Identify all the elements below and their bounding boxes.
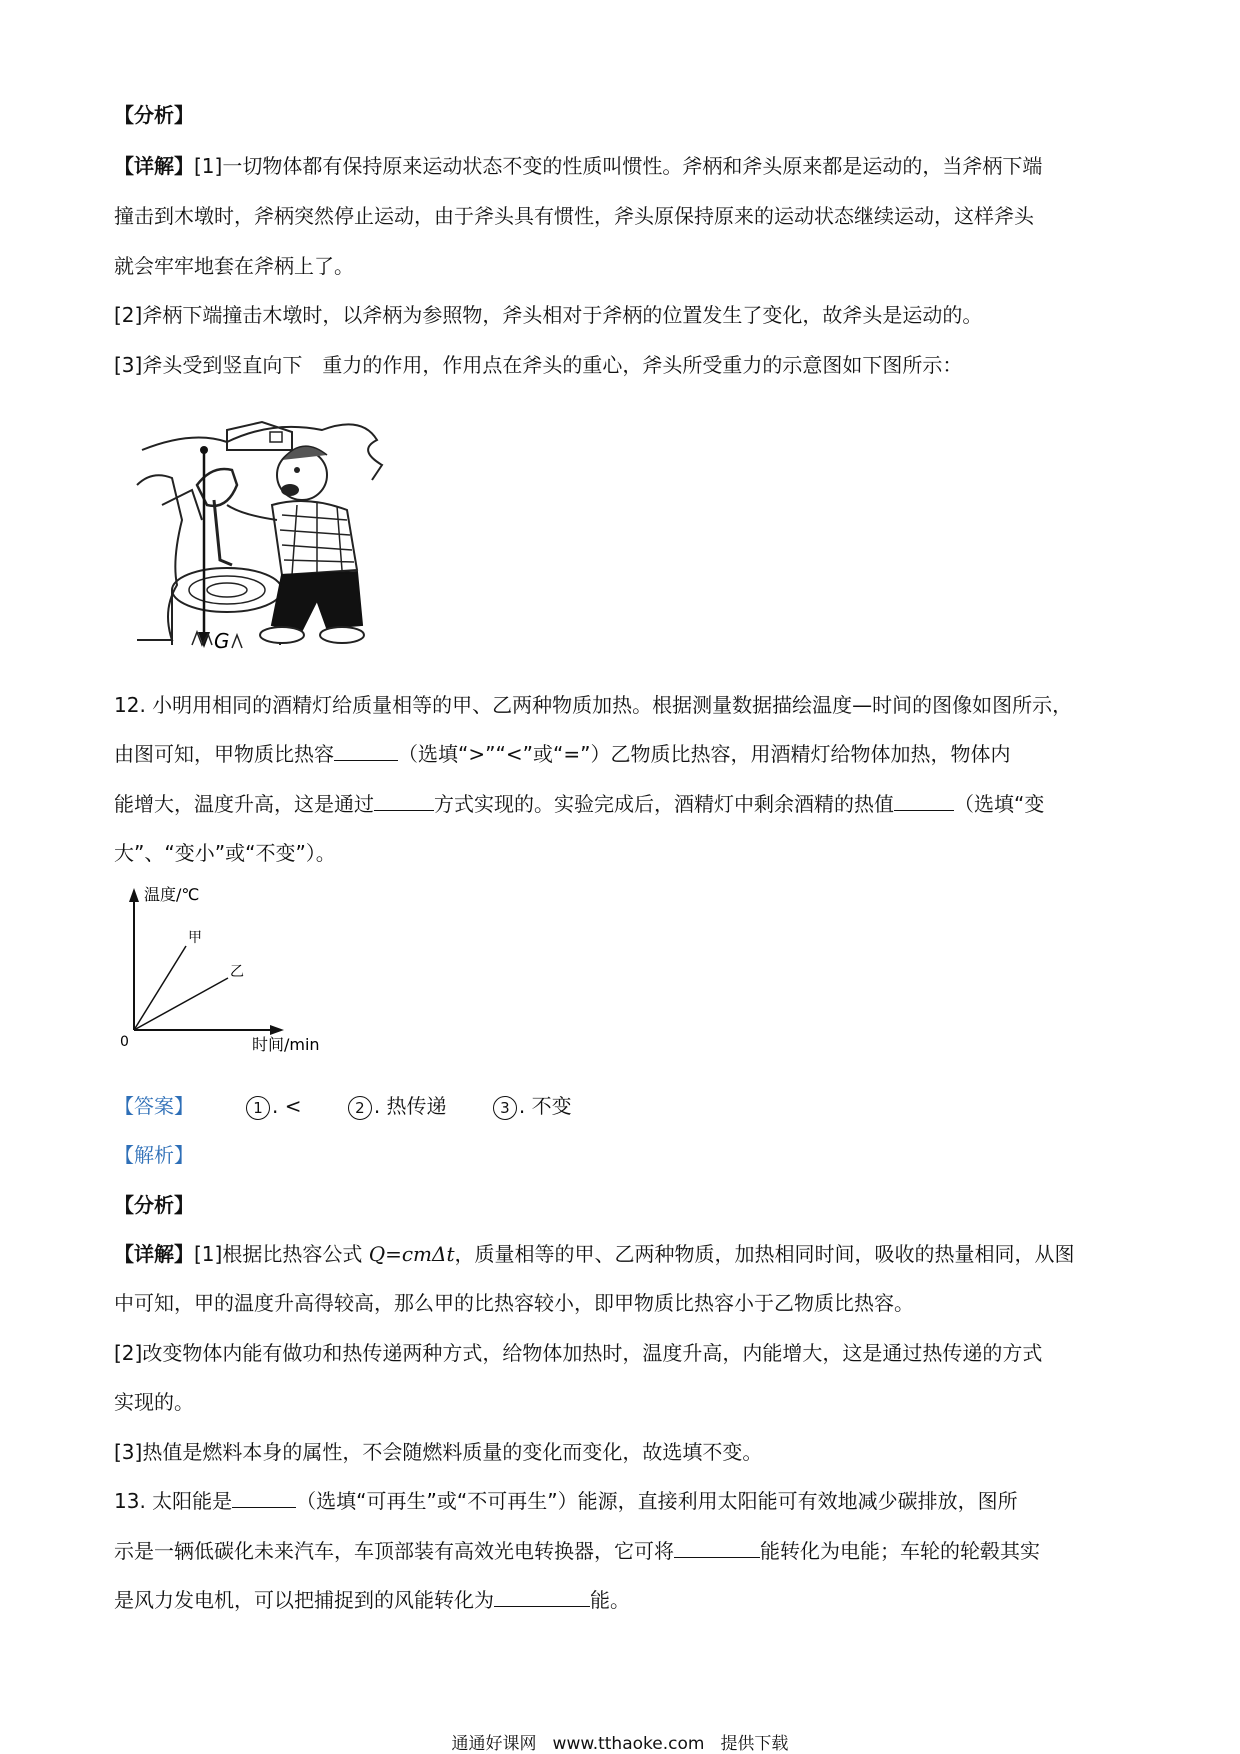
- temperature-time-graph: [112, 880, 352, 1060]
- detail-tag: 【详解】: [114, 154, 194, 178]
- q12-detail-2a: [2]改变物体内能有做功和热传递两种方式，给物体加热时，温度升高，内能增大，这是通过热传递的方式: [114, 1341, 1043, 1365]
- q13-text-2a: 示是一辆低碳化未来汽车，车顶部装有高效光电转换器，它可将: [114, 1539, 674, 1563]
- answer-2: [348, 1093, 447, 1120]
- q13-text-3a: 是风力发电机，可以把捕捉到的风能转化为: [114, 1588, 494, 1612]
- answer-text-1: . <: [272, 1094, 302, 1118]
- answer-blank-1[interactable]: [334, 742, 398, 761]
- detail-paragraph-2: [2]斧柄下端撞击木墩时，以斧柄为参照物，斧头相对于斧柄的位置发生了变化，故斧头是运动的。: [114, 303, 983, 327]
- q12-text-2b: （选填“>”“<”或“=”）乙物质比热容，用酒精灯给物体加热，物体内: [398, 742, 1011, 766]
- q12-text-3b: 方式实现的。实验完成后，酒精灯中剩余酒精的热值: [434, 792, 894, 816]
- footer-url[interactable]: www.tthaoke.com: [552, 1734, 705, 1754]
- answer-num-1: 1: [246, 1096, 270, 1120]
- q12-detail-1c: 中可知，甲的温度升高得较高，那么甲的比热容较小，即甲物质比热容小于乙物质比热容。: [114, 1291, 914, 1315]
- q13-text-1a: 13. 太阳能是: [114, 1489, 233, 1513]
- answer-num-3: 3: [493, 1096, 517, 1120]
- q13-blank-3[interactable]: [494, 1588, 590, 1607]
- explanation-tag: 【解析】: [114, 1143, 194, 1167]
- detail-paragraph-1c: 就会牢牢地套在斧柄上了。: [114, 254, 354, 278]
- analysis-heading: 【分析】: [114, 103, 194, 127]
- q13-text-3b: 能。: [590, 1588, 630, 1612]
- line-yi: [134, 978, 228, 1030]
- detail-paragraph-1b: 撞击到木墩时，斧柄突然停止运动，由于斧头具有惯性，斧头原保持原来的运动状态继续运动，这样斧头: [114, 204, 1034, 228]
- answer-text-3: . 不变: [518, 1094, 572, 1118]
- q13-blank-1[interactable]: [232, 1489, 296, 1508]
- answer-1: [246, 1093, 301, 1120]
- q12-detail-2b: 实现的。: [114, 1390, 194, 1414]
- x-axis-label: 时间/min: [252, 1035, 320, 1054]
- q12-detail-tag: 【详解】: [114, 1242, 194, 1266]
- q13-text-1b: （选填“可再生”或“不可再生”）能源，直接利用太阳能可有效地减少碳排放，图所: [296, 1489, 1018, 1513]
- answer-text-2: . 热传递: [373, 1094, 447, 1118]
- q12-line-4: 大”、“变小”或“不变”）。: [114, 841, 336, 865]
- q13-line-2: [114, 1538, 1040, 1564]
- specific-heat-formula: Q=cmΔt: [368, 1242, 455, 1266]
- origin-label: 0: [120, 1034, 129, 1050]
- answer-blank-3[interactable]: [894, 792, 954, 811]
- detail-text: [1]一切物体都有保持原来运动状态不变的性质叫惯性。斧柄和斧头原来都是运动的，当斧柄下端: [194, 154, 1043, 178]
- q12-line-3: [114, 791, 1044, 817]
- q13-line-1: [114, 1488, 1018, 1514]
- axe-illustration: [132, 410, 407, 660]
- q13-blank-2[interactable]: [674, 1539, 760, 1558]
- page-footer: [0, 1729, 1240, 1754]
- line-yi-label: 乙: [230, 964, 244, 980]
- q13-line-3: [114, 1587, 630, 1613]
- q12-analysis-heading: 【分析】: [114, 1193, 194, 1217]
- detail-paragraph-3: [3]斧头受到竖直向下 重力的作用，作用点在斧头的重心，斧头所受重力的示意图如下图所示：: [114, 353, 963, 377]
- footer-suffix: 提供下载: [720, 1734, 789, 1754]
- answer-tag: 【答案】: [114, 1094, 194, 1118]
- q12-text-3c: （选填“变: [954, 792, 1045, 816]
- q12-line-1: 12. 小明用相同的酒精灯给质量相等的甲、乙两种物质加热。根据测量数据描绘温度—时间的图像如图所示，: [114, 693, 1073, 717]
- line-jia-label: 甲: [188, 930, 202, 946]
- answer-blank-2[interactable]: [374, 792, 434, 811]
- line-jia: [134, 946, 186, 1030]
- q12-text-2a: 由图可知，甲物质比热容: [114, 742, 334, 766]
- gravity-label: G: [214, 629, 230, 653]
- detail-paragraph-1a: [114, 153, 1042, 179]
- answer-row: [246, 1093, 612, 1120]
- q13-text-2b: 能转化为电能；车轮的轮毂其实: [760, 1539, 1040, 1563]
- q12-detail-3: [3]热值是燃料本身的属性，不会随燃料质量的变化而变化，故选填不变。: [114, 1440, 763, 1464]
- q12-text-3a: 能增大，温度升高，这是通过: [114, 792, 374, 816]
- footer-site-name: 通通好课网: [451, 1734, 537, 1754]
- q12-detail-1a: [114, 1241, 1075, 1267]
- y-axis-label: 温度/℃: [144, 885, 200, 904]
- q12-line-2: [114, 741, 1010, 767]
- q12-detail-text-1a: [1]根据比热容公式: [194, 1242, 369, 1266]
- q12-detail-text-1b: ，质量相等的甲、乙两种物质，加热相同时间，吸收的热量相同，从图: [454, 1242, 1075, 1266]
- answer-3: [493, 1093, 572, 1120]
- answer-num-2: 2: [348, 1096, 372, 1120]
